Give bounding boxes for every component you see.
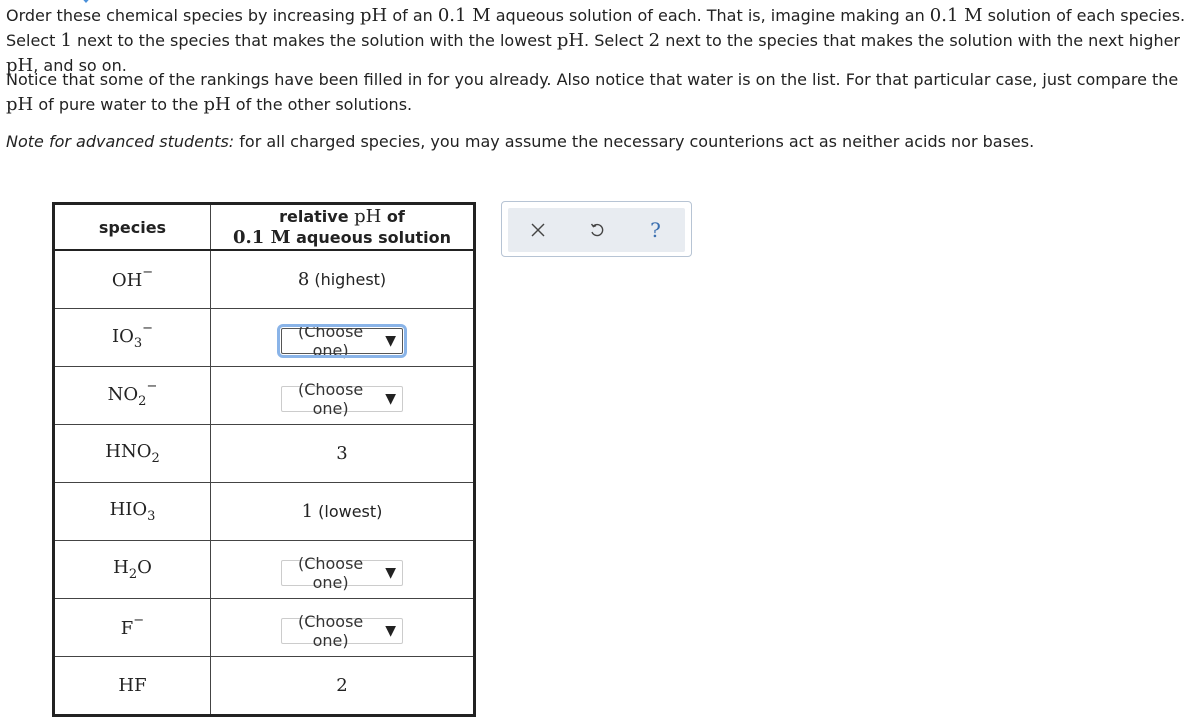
species-cell <box>54 599 211 657</box>
rank-cell <box>211 657 475 716</box>
species-cell <box>54 309 211 367</box>
rank-cell <box>211 309 475 367</box>
species-ranking-table <box>52 202 476 717</box>
instructions-paragraph-2: Notice that some of the rankings have been filled in for you already. Also notice that water is on the list. For that particular case, just compare the pH of pure water to the pH of the other solutions. <box>6 70 1179 115</box>
table-row <box>54 541 475 599</box>
rank-value: 1 (lowest) <box>301 501 383 522</box>
help-button[interactable] <box>641 215 671 245</box>
rank-cell <box>211 367 475 425</box>
dropdown-arrow-icon: ▼ <box>385 622 396 639</box>
rank-cell <box>211 425 475 483</box>
undo-button[interactable] <box>582 215 612 245</box>
species-formula: $H_2O$ <box>113 557 152 582</box>
rank-cell <box>211 599 475 657</box>
species-formula: $NO_2^-$ <box>107 379 158 409</box>
table-header-row <box>54 204 475 251</box>
rank-cell <box>211 250 475 309</box>
species-column-header: species <box>54 204 211 251</box>
rank-select[interactable] <box>281 553 403 592</box>
dropdown-arrow-icon: ▼ <box>385 332 396 349</box>
table-row <box>54 599 475 657</box>
species-formula: F− <box>120 613 145 639</box>
table-row <box>54 367 475 425</box>
table-row <box>54 425 475 483</box>
rank-value: 3 <box>336 443 348 464</box>
table-row <box>54 309 475 367</box>
species-formula: OH− <box>111 265 154 291</box>
help-icon: ? <box>650 218 661 242</box>
species-cell <box>54 250 211 309</box>
species-cell <box>54 483 211 541</box>
species-cell <box>54 541 211 599</box>
clear-button[interactable] <box>523 215 553 245</box>
answer-tools-panel <box>501 201 692 257</box>
rank-select[interactable] <box>281 321 403 360</box>
species-cell <box>54 367 211 425</box>
species-cell <box>54 425 211 483</box>
species-formula: $HNO_2$ <box>105 441 160 466</box>
table-row <box>54 657 475 716</box>
rank-value: 8 (highest) <box>297 269 387 290</box>
table-row <box>54 250 475 309</box>
dropdown-arrow-icon: ▼ <box>385 564 396 581</box>
rank-cell <box>211 541 475 599</box>
answer-tools-bar <box>508 208 685 252</box>
close-icon <box>531 223 545 237</box>
ph-column-header: relative pH of 0.1 M aqueous solution <box>211 204 475 251</box>
rank-select-label: (Choose one) <box>297 321 364 360</box>
species-cell <box>54 657 211 716</box>
species-formula: HF <box>118 675 147 696</box>
table-row <box>54 483 475 541</box>
rank-select[interactable] <box>281 379 403 418</box>
rank-select-label: (Choose one) <box>297 553 364 592</box>
advanced-note: Note for advanced students: for all charged species, you may assume the necessary counterions act as neither acids nor bases. <box>6 132 1035 151</box>
dropdown-arrow-icon: ▼ <box>385 390 396 407</box>
undo-icon <box>589 222 605 238</box>
species-formula: $IO_3^-$ <box>111 321 154 351</box>
rank-value: 2 <box>336 675 348 696</box>
rank-select-label: (Choose one) <box>297 611 364 650</box>
rank-select-label: (Choose one) <box>297 379 364 418</box>
species-formula: $HIO_3$ <box>109 499 156 524</box>
rank-select[interactable] <box>281 611 403 650</box>
rank-cell <box>211 483 475 541</box>
instructions-paragraph-1: Order these chemical species by increasing pH of an 0.1 M aqueous solution of each. That is, imagine making an 0.1 M solution of each species. Select 1 next to the species that makes the solution with the lowest pH. Select 2 next to the species that makes the solution with the next higher pH, and so on. <box>6 5 1186 76</box>
